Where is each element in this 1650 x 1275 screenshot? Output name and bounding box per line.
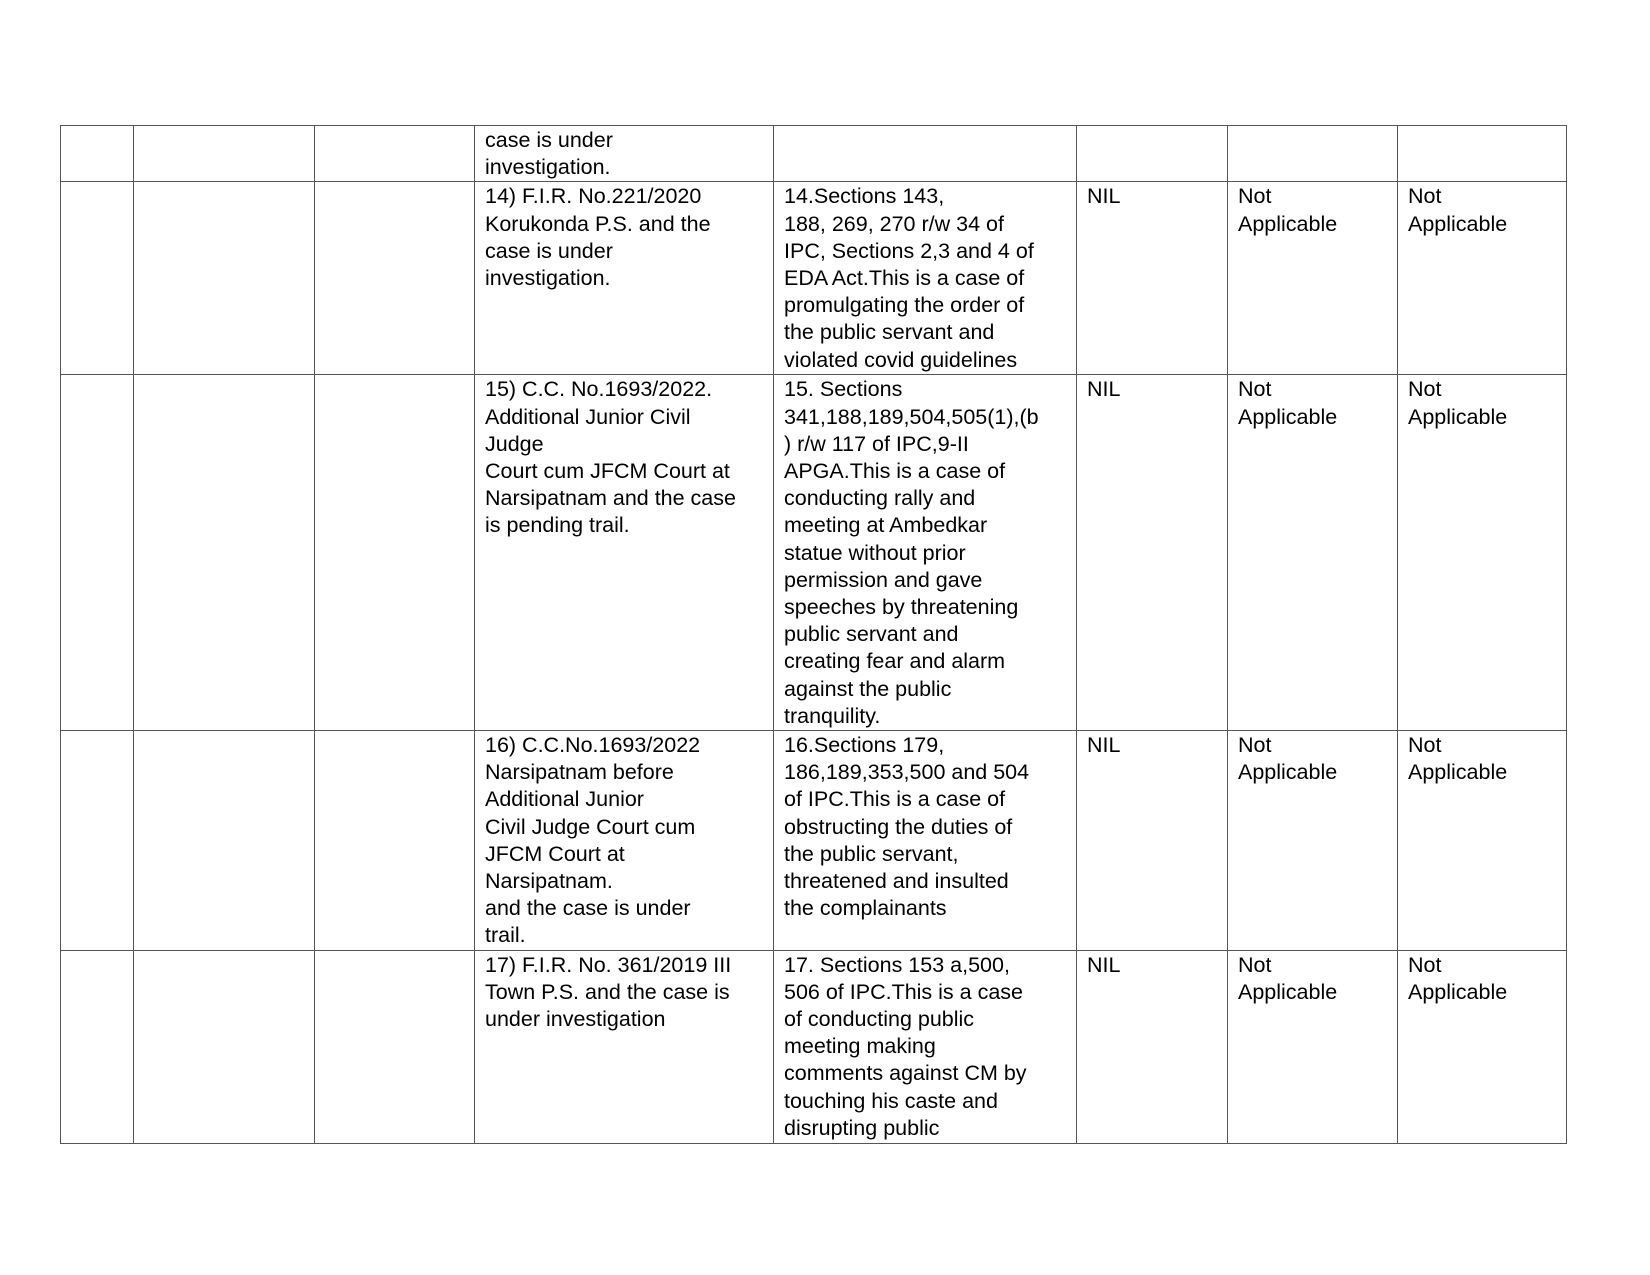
applicability-cell: Not Applicable	[1228, 731, 1398, 951]
table-row	[61, 950, 1567, 1143]
applicability-cell	[1398, 126, 1567, 182]
charges-framed-cell: NIL	[1077, 950, 1228, 1143]
applicability-cell: Not Applicable	[1398, 375, 1567, 731]
table-row	[61, 731, 1567, 951]
case-details-cell: 15) C.C. No.1693/2022. Additional Junior Civil Judge Court cum JFCM Court at Narsipatnam and the case is pending trail.	[475, 375, 774, 731]
applicability-cell: Not Applicable	[1228, 182, 1398, 375]
applicability-cell: Not Applicable	[1398, 182, 1567, 375]
applicability-cell	[1228, 126, 1398, 182]
blank-cell	[134, 950, 315, 1143]
blank-cell	[315, 182, 475, 375]
case-details-cell: 17) F.I.R. No. 361/2019 III Town P.S. and the case is under investigation	[475, 950, 774, 1143]
applicability-cell: Not Applicable	[1398, 731, 1567, 951]
serial-cell	[61, 950, 134, 1143]
charges-framed-cell: NIL	[1077, 375, 1228, 731]
serial-cell	[61, 126, 134, 182]
blank-cell	[134, 375, 315, 731]
sections-cell: 14.Sections 143, 188, 269, 270 r/w 34 of IPC, Sections 2,3 and 4 of EDA Act.This is a case of promulgating the order of the public servant and violated covid guidelines	[774, 182, 1077, 375]
charges-framed-cell: NIL	[1077, 731, 1228, 951]
table-row	[61, 182, 1567, 375]
case-details-cell: 14) F.I.R. No.221/2020 Korukonda P.S. and the case is under investigation.	[475, 182, 774, 375]
blank-cell	[315, 126, 475, 182]
serial-cell	[61, 375, 134, 731]
applicability-cell: Not Applicable	[1228, 375, 1398, 731]
blank-cell	[315, 950, 475, 1143]
blank-cell	[134, 182, 315, 375]
table-row	[61, 126, 1567, 182]
serial-cell	[61, 182, 134, 375]
charges-framed-cell: NIL	[1077, 182, 1228, 375]
sections-cell	[774, 126, 1077, 182]
case-details-cell: 16) C.C.No.1693/2022 Narsipatnam before Additional Junior Civil Judge Court cum JFCM Court at Narsipatnam. and the case is under trail.	[475, 731, 774, 951]
sections-cell: 15. Sections 341,188,189,504,505(1),(b ) r/w 117 of IPC,9-II APGA.This is a case of conducting rally and meeting at Ambedkar statue without prior permission and gave speeches by threatening public servant and creating fear and alarm against the public tranquility.	[774, 375, 1077, 731]
applicability-cell: Not Applicable	[1228, 950, 1398, 1143]
applicability-cell: Not Applicable	[1398, 950, 1567, 1143]
case-details-cell: case is under investigation.	[475, 126, 774, 182]
sections-cell: 16.Sections 179, 186,189,353,500 and 504 of IPC.This is a case of obstructing the duties of the public servant, threatened and insulted the complainants	[774, 731, 1077, 951]
cases-table	[60, 125, 1567, 1144]
table-row	[61, 375, 1567, 731]
blank-cell	[315, 375, 475, 731]
serial-cell	[61, 731, 134, 951]
sections-cell: 17. Sections 153 a,500, 506 of IPC.This is a case of conducting public meeting making comments against CM by touching his caste and disrupting public	[774, 950, 1077, 1143]
blank-cell	[134, 126, 315, 182]
blank-cell	[134, 731, 315, 951]
blank-cell	[315, 731, 475, 951]
charges-framed-cell	[1077, 126, 1228, 182]
